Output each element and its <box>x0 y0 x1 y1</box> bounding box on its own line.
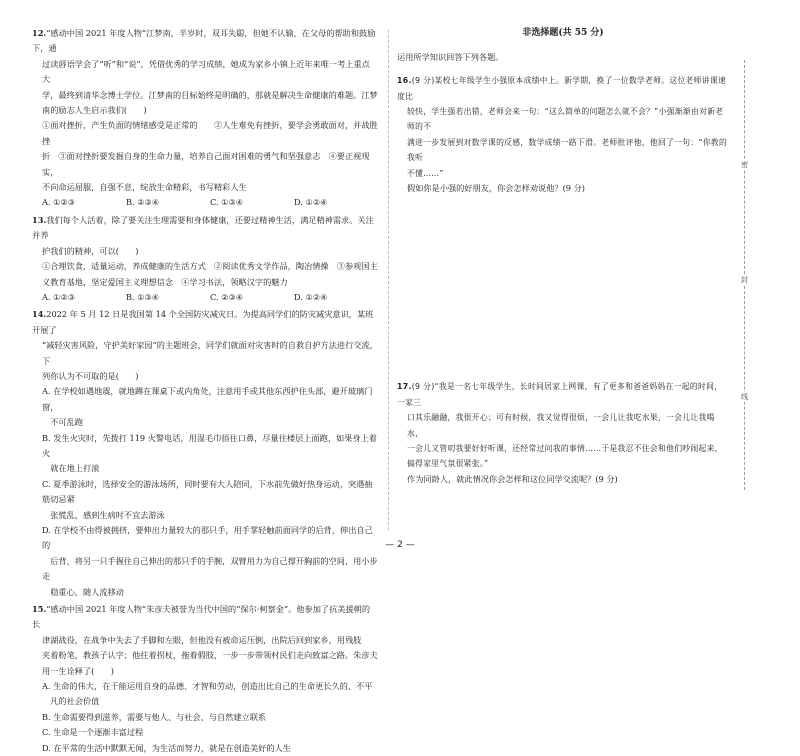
options-row <box>32 195 378 210</box>
question-stem-line: “减轻灾害风险，守护美好家园”的主题班会，同学们就面对灾害时的自救自护方法进行交流，下 <box>42 340 378 366</box>
question-text-line: 口其乐融融，我很开心；可有时候，我又觉得很烦，一会儿让我吃水果，一会儿让我喝水， <box>407 413 715 438</box>
binding-mark-mi: 密 <box>741 161 748 169</box>
statement-line: 折 ③面对挫折要发掘自身的生命力量，培养自己面对困难的勇气和坚强意志 ④要正视现实， <box>42 151 370 177</box>
option-a-cont: 凡的社会价值 <box>42 696 100 707</box>
option-b[interactable]: B. 生命需要得到滋养，需要与他人、与社会、与自然建立联系 <box>42 711 267 722</box>
option-c-cont: 张慌乱，感到生病时不宜去游泳 <box>42 509 165 520</box>
option-c[interactable]: C. 夏季游泳时，选择安全的游泳场所，同时要有大人陪同，下水前先做好热身运动，突遇抽筋切忌紧 <box>42 478 373 505</box>
question-15 <box>32 602 378 756</box>
option-d[interactable]: D. ①②④ <box>294 291 328 302</box>
question-prompt: 作为同龄人，就此情况你会怎样和这位同学交流呢？(9 分) <box>407 473 618 484</box>
answer-area-16[interactable] <box>397 196 729 379</box>
question-12 <box>32 26 378 211</box>
question-stem-line: 我们每个人活着，除了要关注生理需要和身体健康，还要过精神生活，满足精神需求。关注并养 <box>32 214 374 241</box>
option-d[interactable]: D. 在平常的生活中默默无闻，为生活而努力，就是在创造美好的人生 <box>42 742 291 753</box>
option-b-cont: 就在地上打滚 <box>42 463 100 474</box>
question-text-line: 搞得家里气氛很紧张。” <box>407 459 489 469</box>
question-16 <box>397 73 729 379</box>
binding-mark-feng: 封 <box>741 276 748 284</box>
question-stem-line: 护我们的精神，可以( ) <box>42 245 139 256</box>
option-a[interactable]: A. ①②③ <box>42 291 76 302</box>
question-17 <box>397 379 729 607</box>
statement-line: 不向命运屈服，自强不息，绽放生命精彩，书写精彩人生 <box>42 182 247 193</box>
statement-line: ①合理饮食，适量运动，养成健康的生活方式 ②阅读优秀文学作品，陶冶情操 ③参观国主 <box>42 261 378 272</box>
question-14 <box>32 307 378 600</box>
option-a[interactable]: A. 生命的伟大，在于能运用自身的品德、才智和劳动，创造出比自己的生命更长久的、不平 <box>42 681 373 692</box>
option-c[interactable]: C. ②③④ <box>210 291 244 302</box>
question-number: 16. <box>397 76 412 86</box>
question-text-line: (9 分)某校七年级学生小强原本成绩中上。新学期，换了一位数学老师。这位老师讲课速度比 <box>397 76 727 101</box>
option-c[interactable]: C. 生命是一个逐渐丰富过程 <box>42 727 144 738</box>
question-text-line: 满进一步发展到对数学课的反感，数学成绩一路下滑。老师批评他，他回了一句：“你教的我听 <box>407 137 728 163</box>
option-b[interactable]: B. ①③④ <box>126 291 160 302</box>
question-number: 14. <box>32 309 47 320</box>
option-d[interactable]: D. 在学校不由得被拥挤，要伸出力量较大的那只手，用手掌轻触前面同学的后背，伸出自己的 <box>42 525 373 551</box>
question-text-line: 一会儿又管叨我要好好听课，还经常过问我的事情……于是我忍不住会和他们吵闹起来， <box>407 444 723 454</box>
page-number: — 2 — <box>385 540 415 550</box>
column-divider <box>388 30 389 530</box>
question-number: 17. <box>397 382 412 392</box>
option-a-cont: 不可乱跑 <box>42 417 83 428</box>
question-stem-line: 南的励志人生启示我们( ) <box>42 105 147 116</box>
option-d-cont: 后背，将另一只手握住自己伸出的那只手的手腕，双臂用力为自己撑开胸前的空间，用小步走 <box>42 555 378 582</box>
option-c[interactable]: C. ①③④ <box>210 197 244 208</box>
question-number: 13. <box>32 214 47 225</box>
question-stem-line: 津湖战役，在战争中失去了手脚和左眼，但他没有被命运压倒，出院后回到家乡，用残肢 <box>42 634 362 645</box>
question-text-line: (9 分)“我是一名七年级学生，长时间居家上网课，有了更多和爸爸妈妈在一起的时间，一家三 <box>397 382 723 407</box>
question-prompt: 假如你是小强的好朋友，你会怎样劝说他？(9 分) <box>407 183 585 194</box>
question-number: 12. <box>32 28 47 38</box>
right-column <box>397 26 729 607</box>
left-column <box>32 26 378 756</box>
question-stem-line: “感动中国 2021 年度人物”江梦南，半岁时，双耳失聪，但她不认输，在父母的帮助和鼓励下，通 <box>32 28 376 54</box>
question-stem-line: 列你认为不可取的是( ) <box>42 370 139 381</box>
options-row <box>32 290 378 305</box>
section-instruction: 运用所学知识回答下列各题。 <box>397 51 504 62</box>
question-stem-line: 用一生诠释了( ) <box>42 665 114 676</box>
section-title: 非选择题(共 55 分) <box>522 28 604 38</box>
option-b[interactable]: B. 发生火灾时，先拨打 119 火警电话，用湿毛巾捂住口鼻，尽量往楼层上面跑，如果身上着火 <box>42 432 377 458</box>
option-d-cont: 稳重心，随人流移动 <box>42 586 124 597</box>
binding-mark-xian: 线 <box>741 393 748 401</box>
question-text-line: 较快，学生强若出错，老师会来一句：“这么简单的问题怎么就不会？”小强渐渐由对新老师的不 <box>407 107 724 132</box>
option-a[interactable]: A. 在学校如遇地震，就地蹲在课桌下或内角处，注意用手或其他东西护住头部，避开玻璃门窗， <box>42 386 373 412</box>
question-number: 15. <box>32 604 47 615</box>
question-text-line: 不懂……” <box>407 168 444 178</box>
option-a[interactable]: A. ①②③ <box>42 197 76 208</box>
question-stem-line: 过读唇语学会了“听”和“说”，凭借优秀的学习成绩，她成为家乡小镇上近年来唯一考上重点大 <box>42 58 370 85</box>
option-d[interactable]: D. ①②④ <box>294 197 328 208</box>
option-b[interactable]: B. ②③④ <box>126 197 160 208</box>
statement-line: ①面对挫折，产生负面的情绪感受是正常的 ②人生难免有挫折，要学会勇敢面对，并战胜挫 <box>42 120 378 146</box>
question-13 <box>32 213 378 305</box>
question-stem-line: 2022 年 5 月 12 日是我国第 14 个全国防灾减灾日。为提高同学们的防灾减灾意识，某班开展了 <box>32 309 374 335</box>
question-stem-line: 学，最终到清华念博士学位。江梦南的目标始终是明确的，那就是解决生命健康的难题。江梦 <box>42 89 378 100</box>
question-stem-line: 夹着粉笔，教孩子认字；他拄着拐杖，拖着假肢，一步一步带领村民们走向致富之路。朱彦夫 <box>42 650 378 661</box>
statement-line: 义教育基地，坚定爱国主义理想信念 ④学习书法，领略汉字的魅力 <box>42 276 288 287</box>
question-stem-line: “感动中国 2021 年度人物”朱彦夫被誉为当代中国的“保尔·柯察金”。他参加了抗美援朝的长 <box>32 604 371 630</box>
